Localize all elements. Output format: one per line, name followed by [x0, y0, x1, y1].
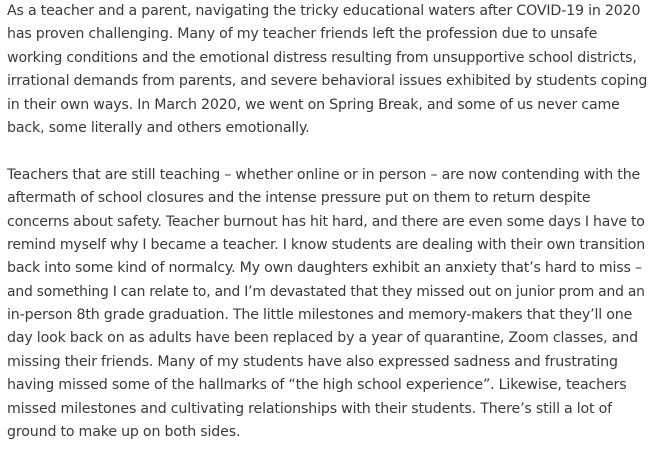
- text-line: missing their friends. Many of my students have also expressed sadness and frustrating: [7, 353, 618, 370]
- text-line: has proven challenging. Many of my teacher friends left the profession due to unsafe: [7, 26, 598, 43]
- article-body: [7, 0, 648, 444]
- text-line: back, some literally and others emotionally.: [7, 119, 310, 136]
- text-line: concerns about safety. Teacher burnout has hit hard, and there are even some days I have to: [7, 213, 645, 230]
- paragraph-1: [7, 0, 648, 140]
- text-line: in their own ways. In March 2020, we went on Spring Break, and some of us never came: [7, 96, 620, 113]
- text-line: working conditions and the emotional distress resulting from unsupportive school districts,: [7, 49, 637, 66]
- paragraph-2: [7, 164, 648, 445]
- text-line: missed milestones and cultivating relationships with their students. There’s still a lot of: [7, 400, 612, 417]
- text-line: As a teacher and a parent, navigating the tricky educational waters after COVID-19 in 2020: [7, 3, 641, 19]
- text-line: irrational demands from parents, and severe behavioral issues exhibited by students coping: [7, 73, 648, 90]
- text-line: aftermath of school closures and the intense pressure put on them to return despite: [7, 190, 591, 207]
- text-line: back into some kind of normalcy. My own daughters exhibit an anxiety that’s hard to miss –: [7, 260, 642, 277]
- text-line: in-person 8th grade graduation. The little milestones and memory-makers that they’ll one: [7, 307, 633, 324]
- text-line: and something I can relate to, and I’m devastated that they missed out on junior prom and an: [7, 283, 645, 300]
- text-line: having missed some of the hallmarks of “the high school experience”. Likewise, teachers: [7, 377, 627, 394]
- text-line: ground to make up on both sides.: [7, 424, 241, 441]
- text-line: Teachers that are still teaching – whether online or in person – are now contending with the: [7, 166, 641, 183]
- text-line: remind myself why I became a teacher. I know students are dealing with their own transition: [7, 236, 645, 253]
- text-line: day look back on as adults have been replaced by a year of quarantine, Zoom classes, and: [7, 330, 638, 347]
